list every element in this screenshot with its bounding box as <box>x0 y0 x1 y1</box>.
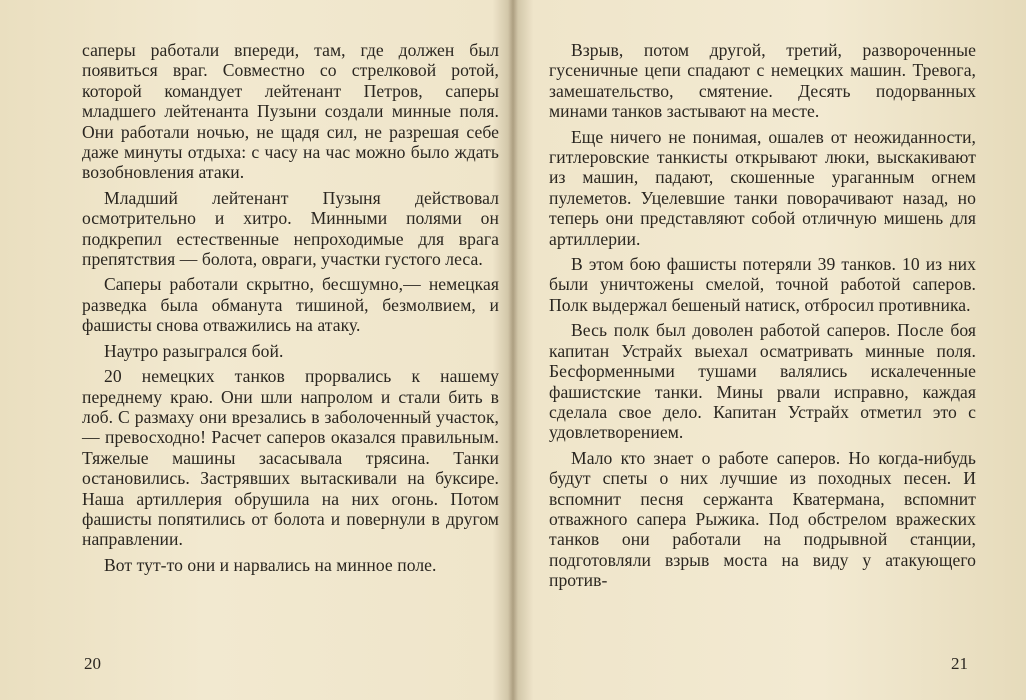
right-page <box>513 0 1026 700</box>
paragraph: Вот тут-то они и нарвались на минное поле. <box>104 554 437 575</box>
paragraph: Весь полк был доволен работой саперов. После боя капитан Устрайх выехал осматривать минные поля. Бесформенными тушами валялись искалеченные фашистские танки. Мины рвали исправно, каждая сделала свое дело. Капитан Устрайх отметил это с удовлетворением. <box>549 320 976 443</box>
paragraph: 20 немецких танков прорвались к нашему переднему краю. Они шли напролом и стали бить в лоб. С размаху они врезались в заболоченный участок,— превосходно! Расчет саперов оказался правильным. Тяжелые машины засасывала трясина. Танки остановились. Застрявших вытаскивали на буксире. Наша артиллерия обрушила на них огонь. Потом фашисты попятились от болота и повернули в другом направлении. <box>82 366 499 550</box>
page-number: 21 <box>951 654 968 673</box>
paragraph: саперы работали впереди, там, где должен был появиться враг. Совместно со стрелковой ротой, которой командует лейтенант Петров, саперы младшего лейтенанта Пузыни создали минные поля. Они работали ночью, не щадя сил, не разрешая себе даже минуты отдыха: с часу на час можно было ждать возобновления атаки. <box>82 40 499 183</box>
paragraph: Мало кто знает о работе саперов. Но когда-нибудь будут спеты о них лучшие из походных песен. И вспомнит песня сержанта Кватермана, вспомнит отважного сапера Рыжика. Под обстрелом вражеских танков они работали на подрывной станции, подготовляли взрыв моста на виду у атакующего против- <box>549 447 976 591</box>
paragraph: Взрыв, потом другой, третий, развороченные гусеничные цепи спадают с немецких машин. Тревога, замешательство, смятение. Десять подорванных минами танков застывают на месте. <box>549 40 976 122</box>
paragraph: Младший лейтенант Пузыня действовал осмотрительно и хитро. Минными полями он подкрепил естественные непроходимые для врага препятствия — болота, овраги, участки густого леса. <box>82 187 499 270</box>
page-number: 20 <box>84 654 101 673</box>
paragraph: Наутро разыгрался бой. <box>104 340 284 361</box>
paragraph: Еще ничего не понимая, ошалев от неожиданности, гитлеровские танкисты открывают люки, выскакивают из машин, падают, скошенные ураганным огнем пулеметов. Уцелевшие танки поворачивают назад, но теперь они представляют собой отличную мишень для артиллерии. <box>549 126 976 249</box>
paragraph: Саперы работали скрытно, бесшумно,— немецкая разведка была обманута тишиной, безмолвием, и фашисты снова отважились на атаку. <box>82 274 499 336</box>
paragraph: В этом бою фашисты потеряли 39 танков. 10 из них были уничтожены смелой, точной работой саперов. Полк выдержал бешеный натиск, отбросил противника. <box>549 254 976 315</box>
